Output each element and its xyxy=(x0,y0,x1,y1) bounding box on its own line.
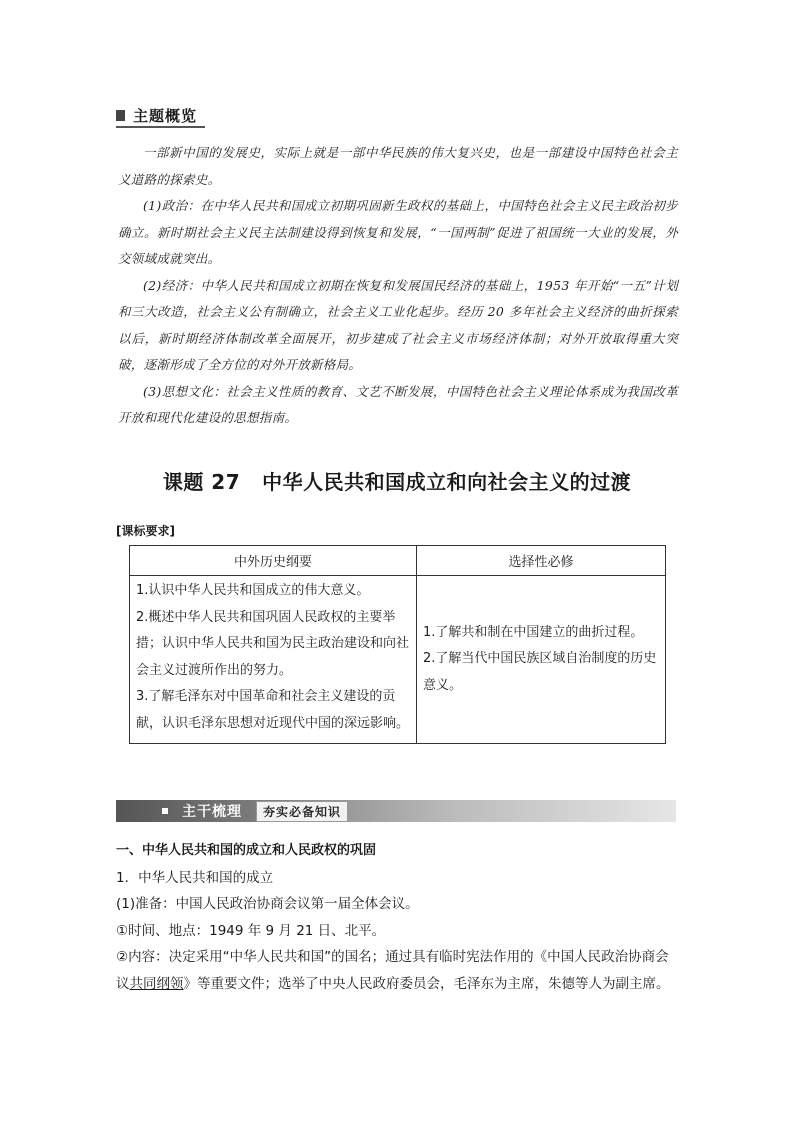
table-header: 选择性必修 xyxy=(417,546,666,576)
table-header: 中外历史纲要 xyxy=(130,546,417,576)
square-bullet-icon xyxy=(162,808,168,814)
lesson-number: 课题 27 xyxy=(162,470,241,494)
topic-overview-header xyxy=(116,104,205,128)
section-banner xyxy=(116,800,676,822)
subheading: 1．中华人民共和国的成立 xyxy=(116,869,274,886)
overview-paragraph: (2)经济：中华人民共和国成立初期在恢复和发展国民经济的基础上，1953 年开始“一五”计划和三大改造，社会主义公有制确立，社会主义工业化起步。经历 20 多年社会主义经济的曲折探索以后，新时期经济体制改革全面展开，初步建成了社会主义市场经济体制；对外开放取得重大突破，逐渐形成了全方位的对外开放新格局。 xyxy=(118,277,678,372)
table-cell-outline xyxy=(130,576,417,744)
paragraph: ①时间、地点：1949 年 9 月 21 日、北平。 xyxy=(116,922,386,939)
overview-paragraph: 一部新中国的发展史，实际上就是一部中华民族的伟大复兴史，也是一部建设中国特色社会主义道路的探索史。 xyxy=(118,145,678,187)
requirement-item: 1.了解共和制在中国建立的曲折过程。 xyxy=(423,624,644,640)
text-run: 》等重要文件；选举了中央人民政府委员会，毛泽东为主席，朱德等人为副主席。 xyxy=(183,975,670,992)
overview-paragraph: (3)思想文化：社会主义性质的教育、文艺不断发展，中国特色社会主义理论体系成为我国改革开放和现代化建设的思想指南。 xyxy=(118,383,678,425)
section-subtitle: 夯实必备知识 xyxy=(256,801,348,822)
requirement-item: 2.了解当代中国民族区域自治制度的历史意义。 xyxy=(423,651,657,693)
paragraph: (1)准备：中国人民政治协商会议第一届全体会议。 xyxy=(116,896,419,912)
requirement-item: 2.概述中华人民共和国巩固人民政权的主要举措；认识中华人民共和国为民主政治建设和向社会主义过渡所作出的努力。 xyxy=(136,609,410,678)
table-header-row xyxy=(130,546,666,576)
lesson-name: 中华人民共和国成立和向社会主义的过渡 xyxy=(262,470,632,494)
table-row xyxy=(130,576,666,744)
requirement-item: 1.认识中华人民共和国成立的伟大意义。 xyxy=(136,583,370,598)
section-heading: 一、中华人民共和国的成立和人民政权的巩固 xyxy=(116,843,377,858)
text-run: ②内容：决定采用“中华人民共和国”的国名；通过具有临时宪法作用的《中国人民政治协商会议 xyxy=(116,949,669,992)
overview-paragraph: (1)政治：在中华人民共和国成立初期巩固新生政权的基础上，中国特色社会主义民主政治初步确立。新时期社会主义民主法制建设得到恢复和发展，“一国两制”促进了祖国统一大业的发展，外交领域成就突出。 xyxy=(118,198,678,266)
curriculum-table xyxy=(129,545,666,744)
topic-overview-text xyxy=(118,140,678,432)
topic-overview-title: 主题概览 xyxy=(133,106,198,125)
paragraph xyxy=(116,944,678,997)
section-title: 主干梳理 xyxy=(182,804,242,820)
underlined-term: 共同纲领 xyxy=(129,975,184,992)
table-cell-elective xyxy=(417,576,666,744)
requirement-item: 3.了解毛泽东对中国革命和社会主义建设的贡献，认识毛泽东思想对近现代中国的深远影响。 xyxy=(136,689,410,731)
main-content xyxy=(116,838,678,997)
lesson-title xyxy=(0,466,794,495)
curriculum-label: [课标要求] xyxy=(116,524,175,538)
square-bullet-icon xyxy=(116,110,125,121)
